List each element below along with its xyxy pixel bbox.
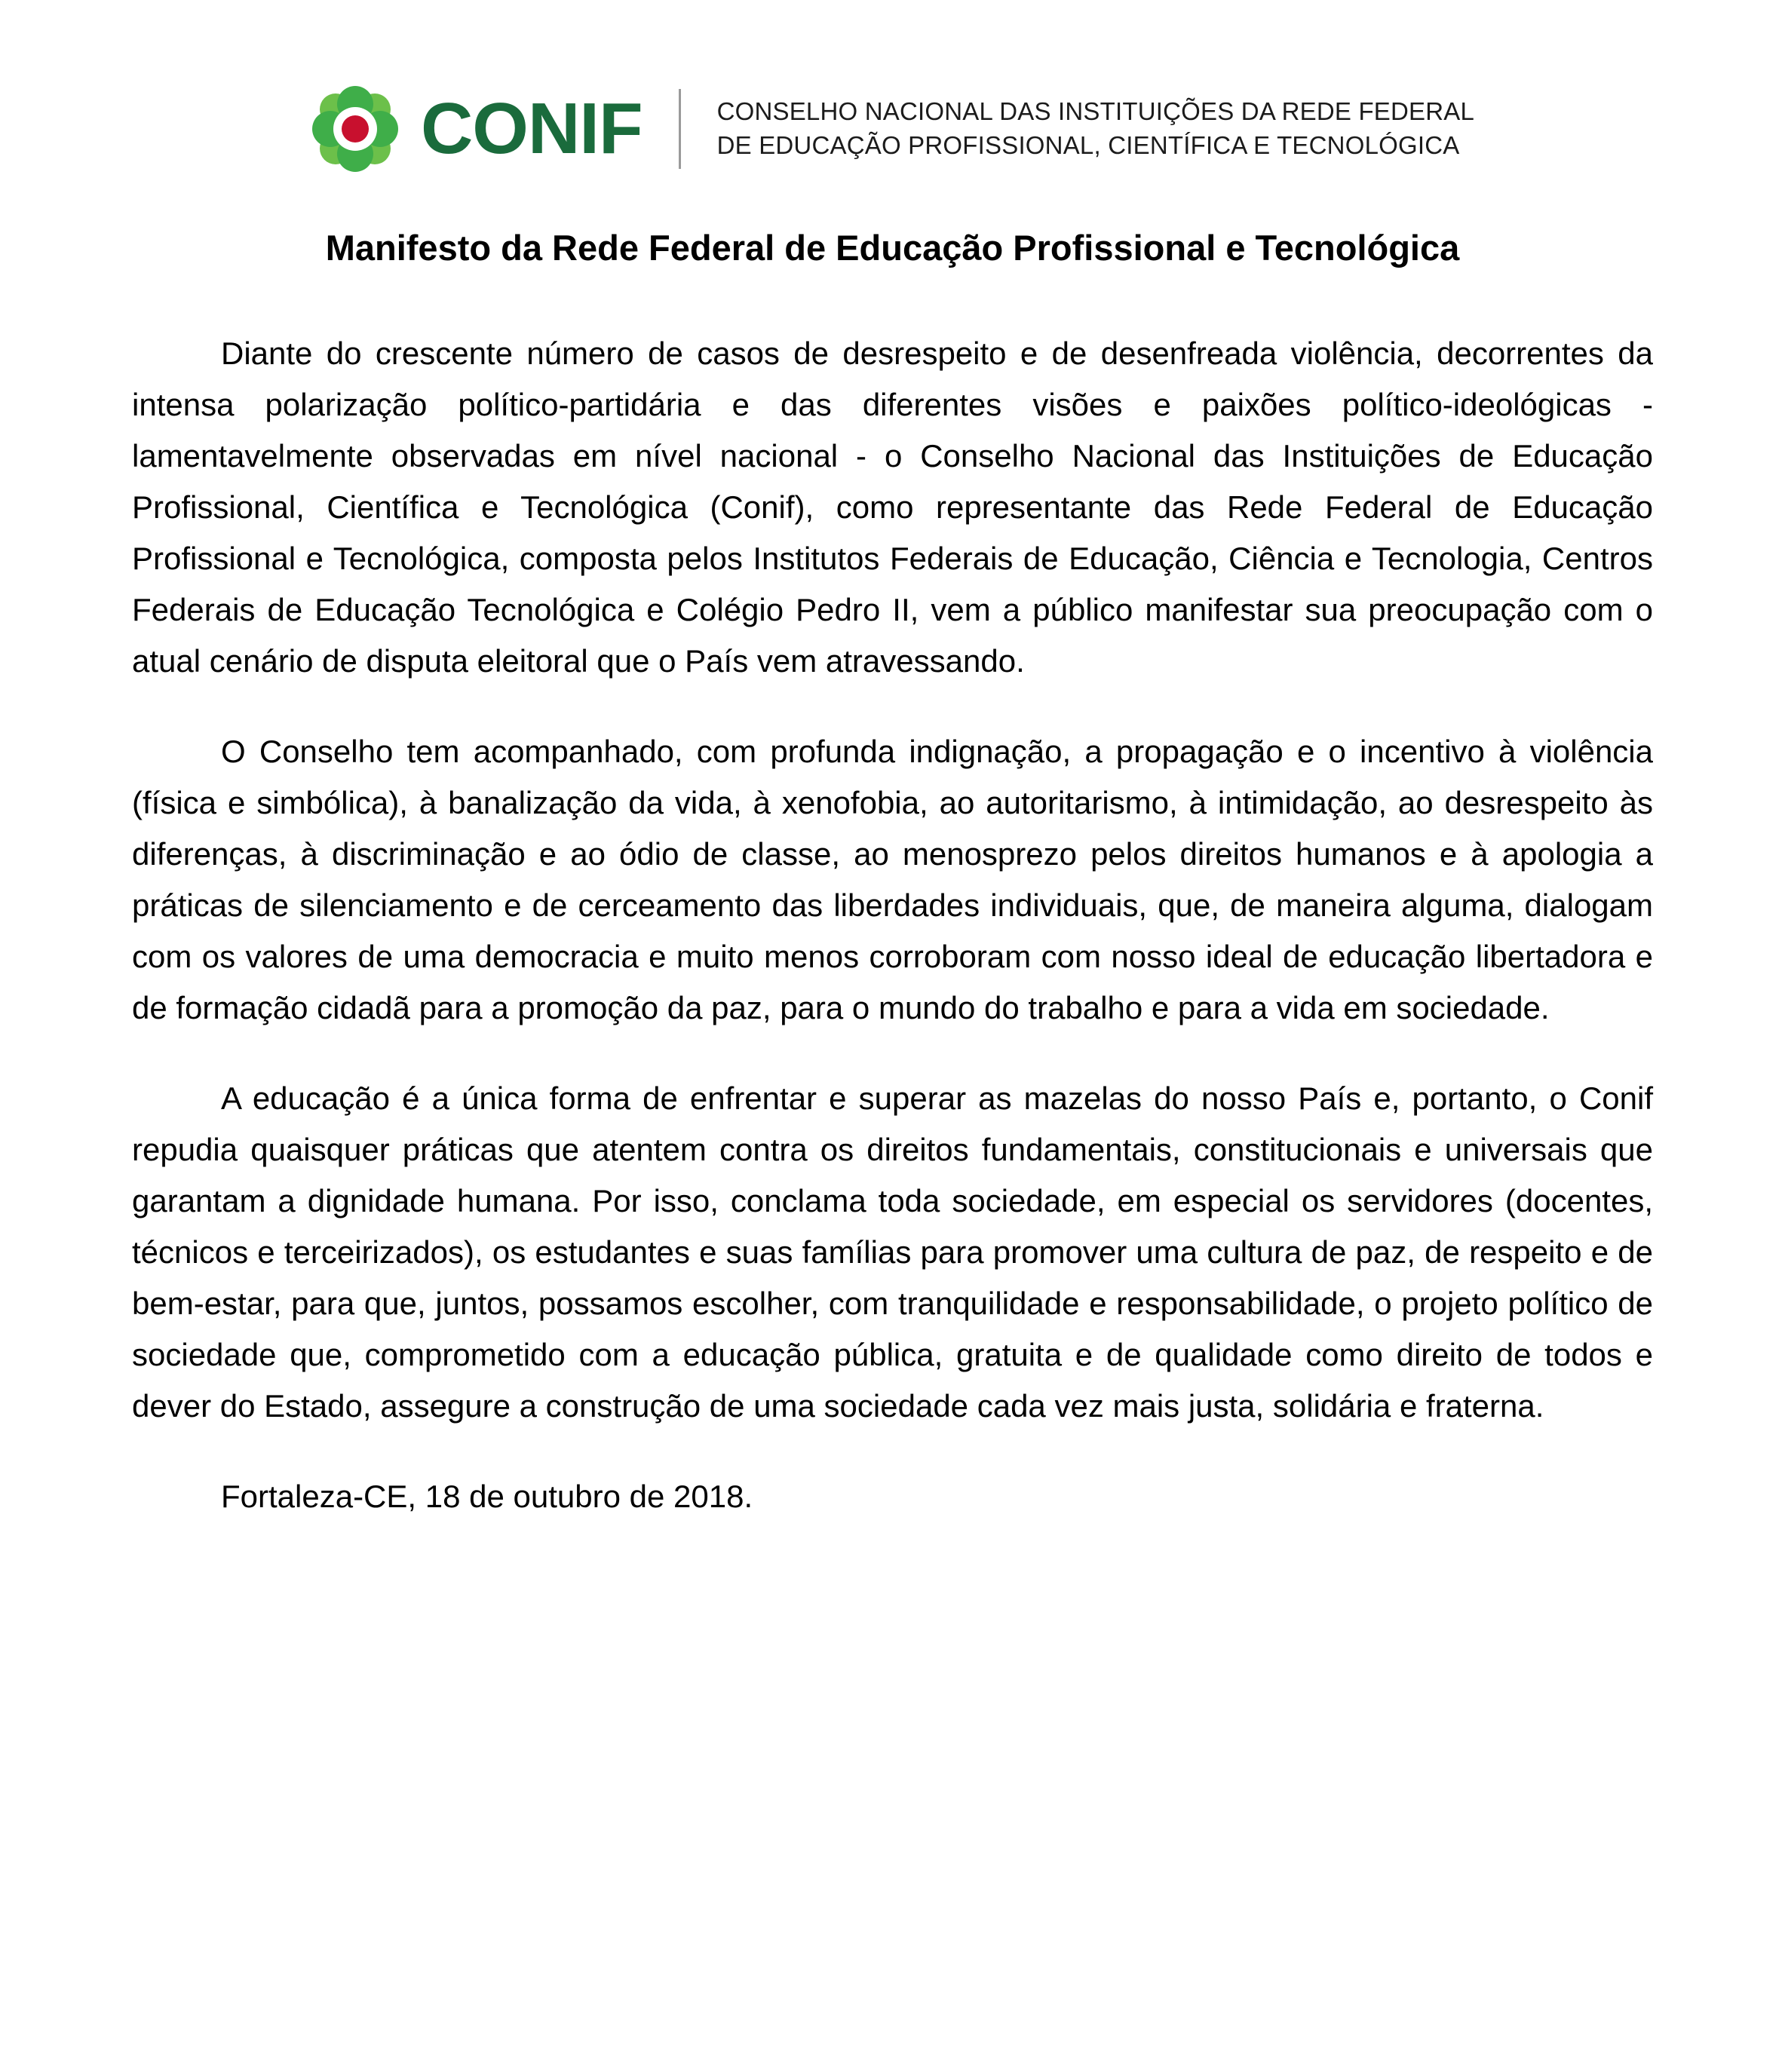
logo-subtitle [717,95,1474,162]
logo-subtitle-line-1: CONSELHO NACIONAL DAS INSTITUIÇÕES DA REDE FEDERAL [716,97,1475,126]
logo-subtitle-line-2: DE EDUCAÇÃO PROFISSIONAL, CIENTÍFICA E TECNOLÓGICA [716,131,1460,159]
logo-wordmark: CONIF [420,88,643,169]
paragraph-1: Diante do crescente número de casos de desrespeito e de desenfreada violência, decorrentes da intensa polarização político-partidária e das diferentes visões e paixões político-ideológicas - lamentavelmente observadas em nível nacional - o Conselho Nacional das Instituições de Educação Profissional, Científica e Tecnológica (Conif), como representante das Rede Federal de Educação Profissional e Tecnológica, composta pelos Institutos Federais de Educação, Ciência e Tecnologia, Centros Federais de Educação Tecnológica e Colégio Pedro II, vem a público manifestar sua preocupação com o atual cenário de disputa eleitoral que o País vem atravessando. [132,335,1653,679]
conif-flower-logo-icon [311,84,400,173]
document-header [132,84,1653,173]
paragraph-2: O Conselho tem acompanhado, com profunda indignação, a propagação e o incentivo à violência (física e simbólica), à banalização da vida, à xenofobia, ao autoritarismo, à intimidação, ao desrespeito às diferenças, à discriminação e ao ódio de classe, ao menosprezo pelos direitos humanos e à apologia a práticas de silenciamento e de cerceamento das liberdades individuais, que, de maneira alguma, dialogam com os valores de uma democracia e muito menos corroboram com nosso ideal de educação libertadora e de formação cidadã para a promoção da paz, para o mundo do trabalho e para a vida em sociedade. [132,733,1653,1026]
logo-divider [679,89,681,169]
document-body [132,328,1653,1523]
signature-line: Fortaleza-CE, 18 de outubro de 2018. [221,1479,753,1515]
logo-core-dot [342,115,369,143]
paragraph-3: A educação é a única forma de enfrentar e superar as mazelas do nosso País e, portanto, o Conif repudia quaisquer práticas que atentem contra os direitos fundamentais, constitucionais e universais que garantam a dignidade humana. Por isso, conclama toda sociedade, em especial os servidores (docentes, técnicos e terceirizados), os estudantes e suas famílias para promover uma cultura de paz, de respeito e de bem-estar, para que, juntos, possamos escolher, com tranquilidade e responsabilidade, o projeto político de sociedade que, comprometido com a educação pública, gratuita e de qualidade como direito de todos e dever do Estado, assegure a construção de uma sociedade cada vez mais justa, solidária e fraterna. [132,1080,1653,1424]
page-title: Manifesto da Rede Federal de Educação Profissional e Tecnológica [325,228,1460,268]
